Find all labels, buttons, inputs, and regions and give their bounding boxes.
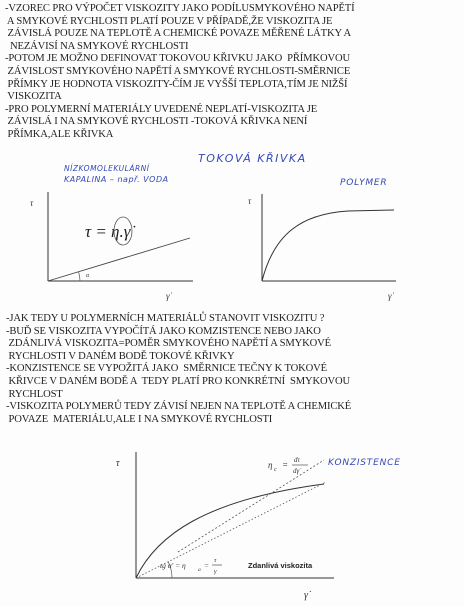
graph1-flow-line [48, 238, 190, 281]
polymer-flow-curve-graph [246, 186, 416, 304]
graph3-consistency-sub: c [274, 467, 277, 473]
graph3-apparent-num: τ [214, 557, 217, 564]
graph1-y-label: τ [30, 198, 34, 208]
graph2-x-label: γ̇ [388, 291, 392, 301]
graph3-apparent-den: γ [214, 568, 217, 575]
graph3-consistency-den: dγ̇ [293, 467, 300, 475]
graph1-angle-label: α [86, 273, 90, 279]
newtonian-flow-curve-graph [28, 186, 198, 304]
graph3-apparent-viscosity-label: Zdanlivá viskozita [248, 561, 313, 570]
graph3-x-label: γ̇ [304, 590, 308, 601]
handwritten-konzistence: KONZISTENCE [328, 458, 401, 468]
handwritten-nizkomolekularni: NÍZKOMOLEKULÁRNÍ [64, 164, 150, 173]
handwritten-kapalina: KAPALINA – např. VODA [64, 175, 169, 184]
graph1-x-label: γ̇ [166, 291, 170, 301]
apparent-viscosity-graph [112, 446, 342, 604]
graph2-y-label: τ [248, 196, 252, 206]
graph3-apparent-eq: = [204, 561, 210, 570]
handwritten-tokova-krivka: TOKOVÁ KŘIVKA [198, 152, 307, 165]
paragraph-newtonian-viscosity: -VZOREC PRO VÝPOČET VISKOZITY JAKO PODÍLUSMYKOVÉHO NAPĚTÍ A SMYKOVÉ RYCHLOSTI PLATÍ POUZE V PŘÍPADĚ,ŽE VISKOZITA JE ZÁVISLÁ POUZE NA TEPLOTĚ A CHEMICKÉ POVAZE MĚŘENÉ LÁTKY A NEZÁVISÍ NA SMYKOVÉ RYCHLOSTI -POTOM JE MOŽNO DEFINOVAT TOKOVOU KŘIVKU JAKO PŘÍMKOVOU ZÁVISLOST SMYKOVÉHO NAPĚTÍ A SMYKOVÉ RYCHLOSTI-SMĚRNICE PŘÍMKY JE HODNOTA VISKOZITY-ČÍM JE VYŠŠÍ TEPLOTA,TÍM JE NIŽŠÍ VISKOZITA -PRO POLYMERNÍ MATERIÁLY UVEDENÉ NEPLATÍ-VISKOZITA JE ZÁVISLÁ I NA SMYKOVÉ RYCHLOSTI -TOKOVÁ KŘIVKA NENÍ PŘÍMKA,ALE KŘIVKA [5, 3, 355, 140]
graph3-apparent-lhs: tg α' = η [160, 561, 186, 570]
graph3-tangent-line [178, 460, 324, 552]
graph1-formula: τ = η.γ̇ [85, 222, 131, 241]
graph3-y-label: τ [116, 458, 120, 469]
graph3-consistency-num: dτ [294, 456, 301, 464]
graph3-consistency-eq: = [282, 460, 289, 470]
graph3-apparent-sub: a [198, 567, 201, 573]
handwritten-polymer: POLYMER [340, 178, 388, 188]
paragraph-polymer-viscosity: -JAK TEDY U POLYMERNÍCH MATERIÁLŮ STANOVIT VISKOZITU ? -BUĎ SE VISKOZITA VYPOČÍTÁ JAKO KOMZISTENCE NEBO JAKO ZDÁNLIVÁ VISKOZITA=POMĚR SMYKOVÉHO NAPĚTÍ A SMYKOVÉ RYCHLOSTI V DANÉM BODĚ TOKOVÉ KŘIVKY -KONZISTENCE SE VYPOŽITÁ JAKO SMĚRNICE TEČNY K TOKOVÉ KŘIVCE V DANÉM BODĚ A TEDY PLATÍ PRO KONKRÉTNÍ SMYKOVOU RYCHLOST -VISKOZITA POLYMERŮ TEDY ZÁVISÍ NEJEN NA TEPLOTĚ A CHEMICKÉ POVAZE MATERIÁLU,ALE I NA SMYKOVÉ RYCHLOSTI [6, 313, 352, 425]
graph2-flow-curve [262, 210, 394, 281]
graph3-consistency-lhs: η [268, 460, 273, 470]
graph1-angle-arc [79, 272, 80, 281]
